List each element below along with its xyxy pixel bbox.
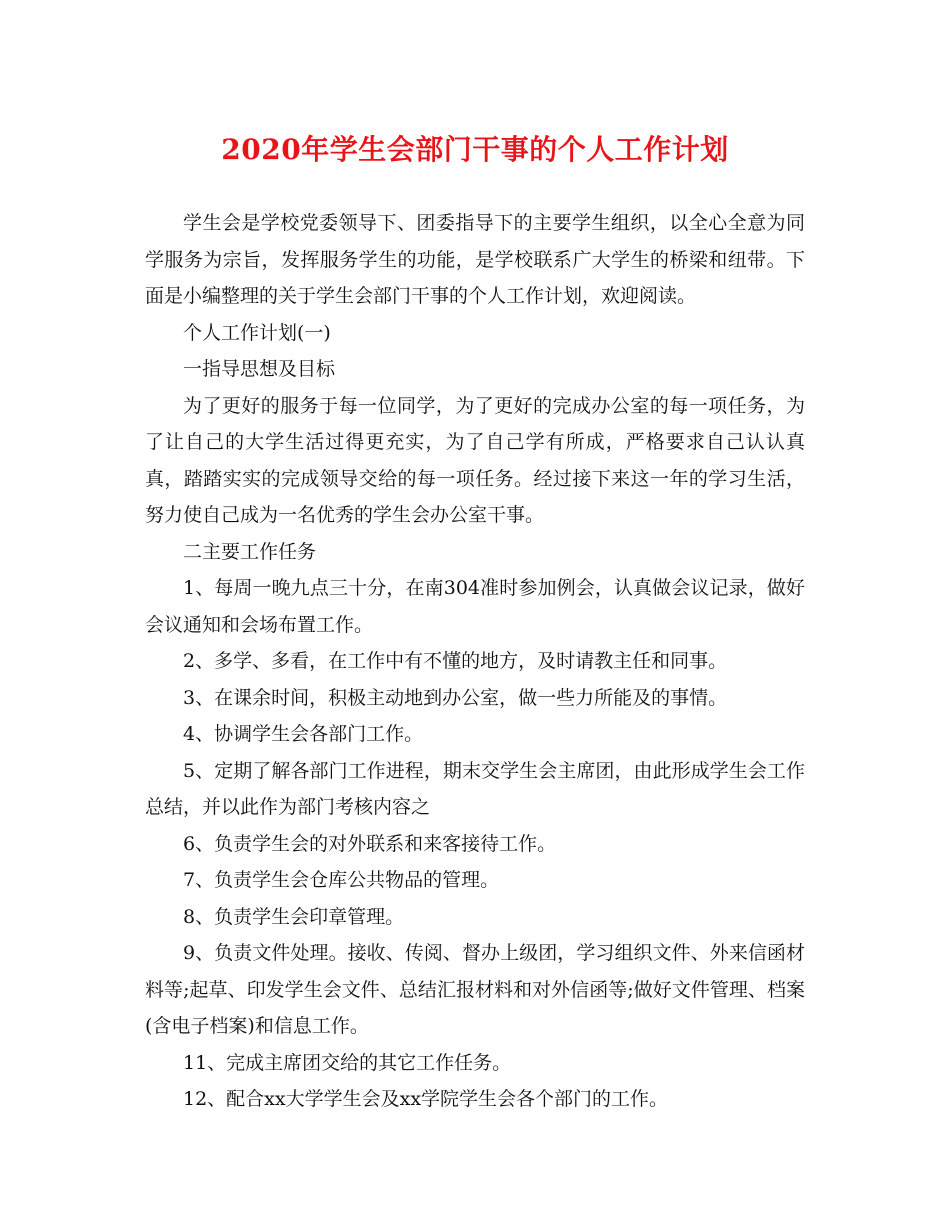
task-item-9: 9、负责文件处理。接收、传阅、督办上级团，学习组织文件、外来信函材料等;起草、印发学生会文件、总结汇报材料和对外信函等;做好文件管理、档案(含电子档案)和信息工作。	[145, 942, 805, 1037]
task-item-1: 1、每周一晚九点三十分，在南304准时参加例会，认真做会议记录，做好会议通知和会场布置工作。	[145, 577, 805, 636]
task-item-5: 5、定期了解各部门工作进程，期末交学生会主席团，由此形成学生会工作总结，并以此作为部门考核内容之	[145, 759, 805, 818]
task-item-4: 4、协调学生会各部门工作。	[183, 723, 424, 745]
section-heading-main-tasks: 二主要工作任务	[183, 540, 317, 563]
section-heading-guiding-thought: 一指导思想及目标	[183, 358, 336, 380]
task-item-7: 7、负责学生会仓库公共物品的管理。	[183, 869, 500, 891]
task-item-3: 3、在课余时间，积极主动地到办公室，做一些力所能及的事情。	[183, 686, 728, 709]
task-item-11: 11、完成主席团交给的其它工作任务。	[183, 1051, 512, 1074]
task-item-6: 6、负责学生会的对外联系和来客接待工作。	[183, 832, 557, 855]
task-item-8: 8、负责学生会印章管理。	[183, 905, 405, 928]
section-heading-plan-one: 个人工作计划(一)	[183, 321, 331, 344]
goals-paragraph: 为了更好的服务于每一位同学，为了更好的完成办公室的每一项任务，为了让自己的大学生活过得更充实，为了自己学有所成，严格要求自己认认真真，踏踏实实的完成领导交给的每一项任务。经过接下来这一年的学习生活，努力使自己成为一名优秀的学生会办公室干事。	[145, 394, 805, 526]
document-title: 2020年学生会部门干事的个人工作计划	[221, 133, 729, 166]
intro-paragraph: 学生会是学校党委领导下、团委指导下的主要学生组织，以全心全意为同学服务为宗旨，发挥服务学生的功能，是学校联系广大学生的桥梁和纽带。下面是小编整理的关于学生会部门干事的个人工作计划，欢迎阅读。	[145, 212, 805, 307]
task-item-2: 2、多学、多看，在工作中有不懂的地方，及时请教主任和同事。	[183, 650, 728, 672]
task-item-12: 12、配合xx大学学生会及xx学院学生会各个部门的工作。	[183, 1088, 669, 1110]
document-body	[145, 205, 805, 1118]
